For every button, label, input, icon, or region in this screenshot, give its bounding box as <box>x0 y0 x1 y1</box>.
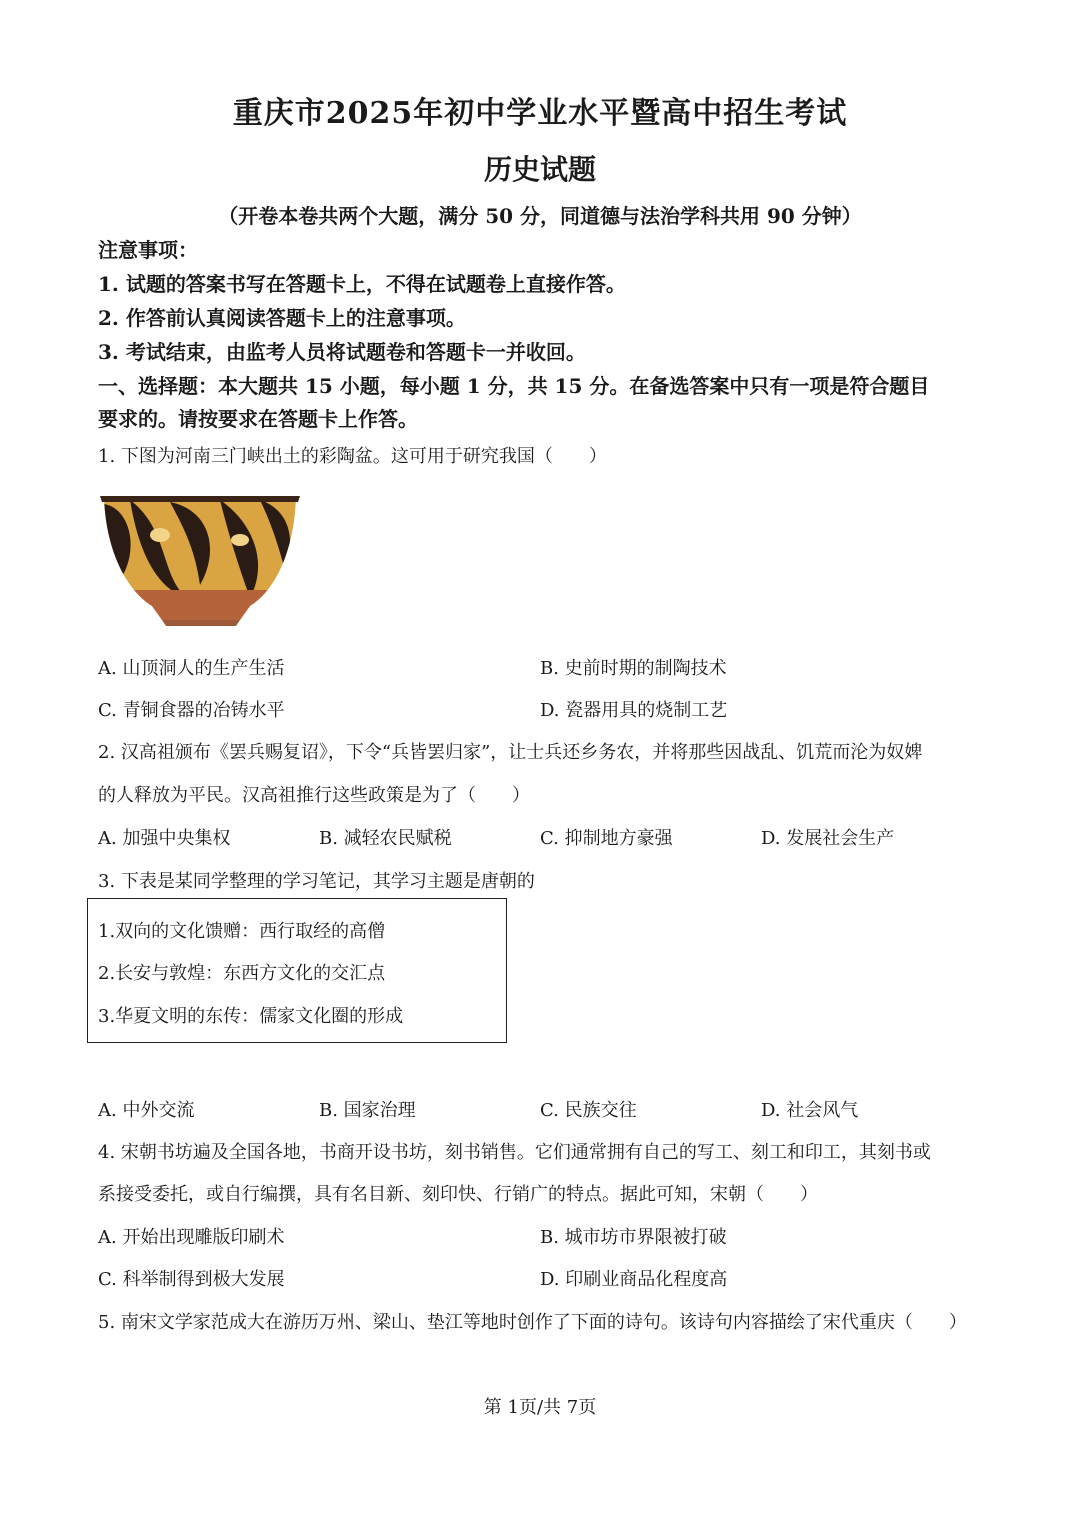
q1-option-c: C. 青铜食器的冶铸水平 <box>98 700 285 721</box>
page-footer: 第 1页/共 7页 <box>483 1397 597 1418</box>
notes-heading: 注意事项： <box>98 238 198 262</box>
q2-stem-line-1: 2. 汉高祖颁布《罢兵赐复诏》，下令“兵皆罢归家”，让士兵还乡务农，并将那些因战乱、饥荒而沦为奴婢 <box>98 742 923 763</box>
q2-option-b: B. 减轻农民赋税 <box>319 828 452 849</box>
note-item-3: 3. 考试结束，由监考人员将试题卷和答题卡一并收回。 <box>98 340 586 364</box>
q3-option-c: C. 民族交往 <box>540 1100 637 1121</box>
study-note-3: 3.华夏文明的东传：儒家文化圈的形成 <box>98 1006 404 1027</box>
q3-option-b: B. 国家治理 <box>319 1100 416 1121</box>
q2-option-a: A. 加强中央集权 <box>98 828 231 849</box>
q4-option-d: D. 印刷业商品化程度高 <box>540 1269 728 1290</box>
q4-stem-line-1: 4. 宋朝书坊遍及全国各地，书商开设书坊，刻书销售。它们通常拥有自己的写工、刻工和印工，其刻书或 <box>98 1142 931 1163</box>
q4-option-a: A. 开始出现雕版印刷术 <box>98 1227 285 1248</box>
note-item-2: 2. 作答前认真阅读答题卡上的注意事项。 <box>98 306 466 330</box>
exam-info: （开卷本卷共两个大题，满分 50 分，同道德与法治学科共用 90 分钟） <box>218 204 862 228</box>
q1-option-a: A. 山顶洞人的生产生活 <box>98 658 285 679</box>
q1-option-d: D. 瓷器用具的烧制工艺 <box>540 700 728 721</box>
study-note-1: 1.双向的文化馈赠：西行取经的高僧 <box>98 921 386 942</box>
q3-option-d: D. 社会风气 <box>761 1100 859 1121</box>
q2-option-d: D. 发展社会生产 <box>761 828 895 849</box>
q3-option-a: A. 中外交流 <box>98 1100 195 1121</box>
exam-title: 重庆市2025年初中学业水平暨高中招生考试 <box>232 96 848 131</box>
exam-subtitle: 历史试题 <box>483 153 596 186</box>
q4-option-b: B. 城市坊市界限被打破 <box>540 1227 727 1248</box>
painted-pottery-basin-image <box>100 490 300 630</box>
q3-stem: 3. 下表是某同学整理的学习笔记，其学习主题是唐朝的 <box>98 871 535 892</box>
q2-option-c: C. 抑制地方豪强 <box>540 828 673 849</box>
study-notes-box <box>87 898 507 1043</box>
section-heading-line-1: 一、选择题：本大题共 15 小题，每小题 1 分，共 15 分。在备选答案中只有一项是符合题目 <box>98 374 930 398</box>
study-note-2: 2.长安与敦煌：东西方文化的交汇点 <box>98 963 386 984</box>
note-item-1: 1. 试题的答案书写在答题卡上，不得在试题卷上直接作答。 <box>98 272 626 296</box>
q4-option-c: C. 科举制得到极大发展 <box>98 1269 285 1290</box>
q4-stem-line-2: 系接受委托，或自行编撰，具有名目新、刻印快、行销广的特点。据此可知，宋朝（ ） <box>98 1184 818 1205</box>
q1-option-b: B. 史前时期的制陶技术 <box>540 658 727 679</box>
q2-stem-line-2: 的人释放为平民。汉高祖推行这些政策是为了（ ） <box>98 785 530 806</box>
q5-stem: 5. 南宋文学家范成大在游历万州、梁山、垫江等地时创作了下面的诗句。该诗句内容描绘了宋代重庆（ ） <box>98 1312 967 1333</box>
q1-stem: 1. 下图为河南三门峡出土的彩陶盆。这可用于研究我国（ ） <box>98 446 607 467</box>
section-heading-line-2: 要求的。请按要求在答题卡上作答。 <box>98 407 418 431</box>
